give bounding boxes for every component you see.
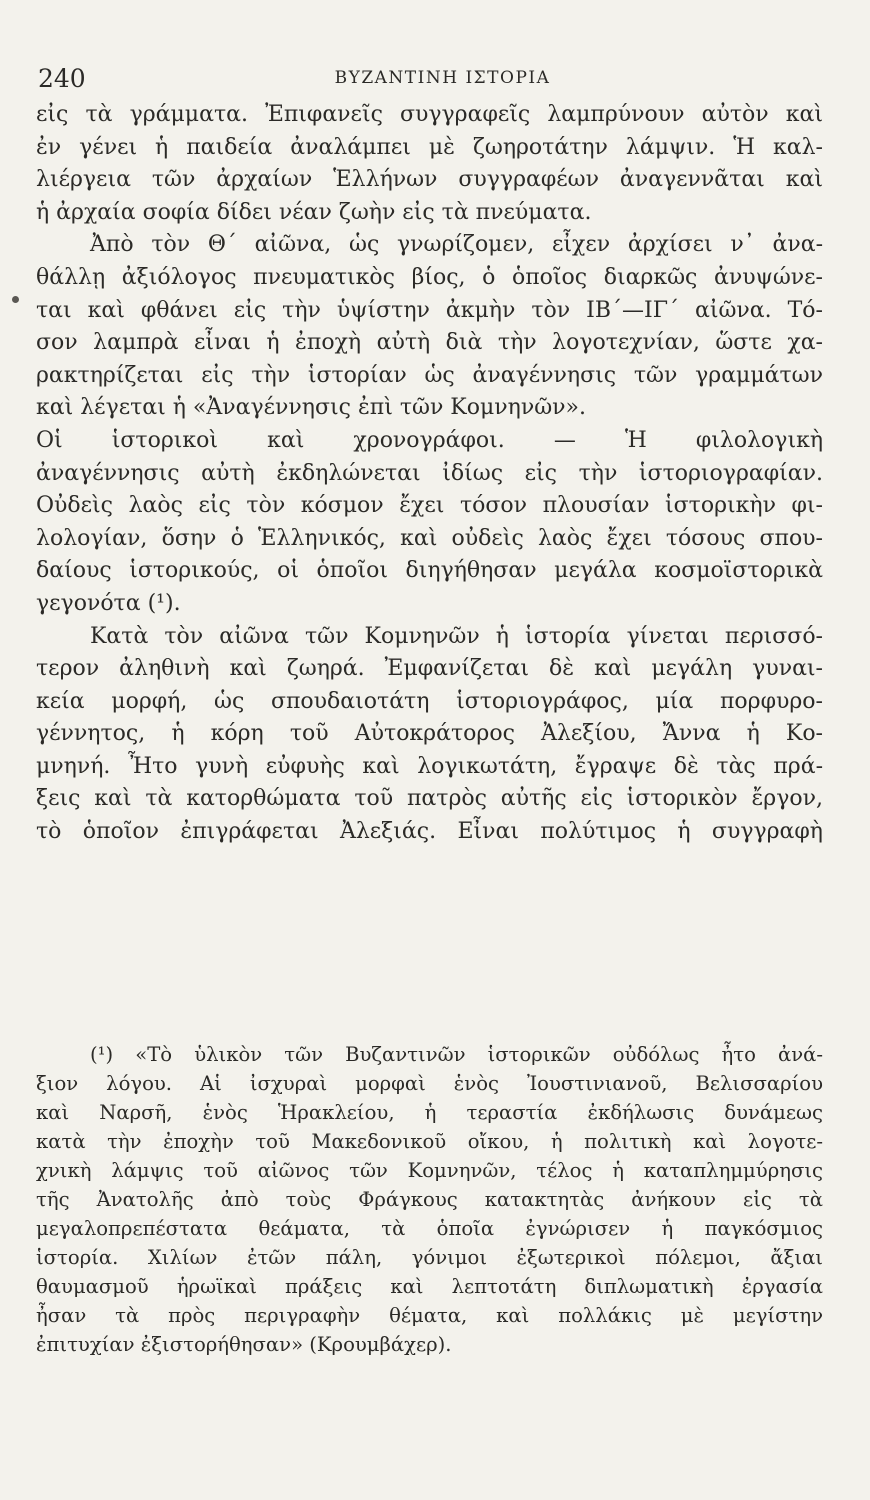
text-line: Οὐδεὶς λαὸς εἰς τὸν κόσμον ἔχει τόσον πλουσίαν ἱστορικὴν φι-: [36, 493, 823, 519]
text-line: Κατὰ τὸν αἰῶνα τῶν Κομνηνῶν ἡ ἱστορία γίνεται περισσό-: [90, 623, 823, 649]
text-line: ἐν γένει ἡ παιδεία ἀναλάμπει μὲ ζωηροτάτην λάμψιν. Ἡ καλ-: [36, 134, 823, 160]
text-line: τερον ἀληθινὴ καὶ ζωηρά. Ἐμφανίζεται δὲ καὶ μεγάλη γυναι-: [36, 656, 823, 682]
margin-dot: [12, 296, 19, 303]
text-line: ξεις καὶ τὰ κατορθώματα τοῦ πατρὸς αὐτῆς εἰς ἱστορικὸν ἔργον,: [36, 786, 823, 812]
text-line: ρακτηρίζεται εἰς τὴν ἱστορίαν ὡς ἀναγέννησις τῶν γραμμάτων: [36, 362, 823, 388]
text-line: γέννητος, ἡ κόρη τοῦ Αὐτοκράτορος Ἀλεξίου, Ἄννα ἡ Κο-: [36, 721, 823, 747]
text-line: θάλλῃ ἀξιόλογος πνευματικὸς βίος, ὁ ὁποῖος διαρκῶς ἀνυψώνε-: [36, 264, 823, 290]
footnote-line: καὶ Ναρσῆ, ἑνὸς Ἡρακλείου, ἡ τεραστία ἐκδήλωσις δυνάμεως: [36, 1101, 823, 1124]
footnote-line: κατὰ τὴν ἐποχὴν τοῦ Μακεδονικοῦ οἴκου, ἡ πολιτικὴ καὶ λογοτε-: [36, 1130, 823, 1153]
footnote: [36, 1040, 823, 1359]
text-line: καὶ λέγεται ἡ «Ἀναγέννησις ἐπὶ τῶν Κομνηνῶν».: [36, 395, 586, 421]
footnote-line: τῆς Ἀνατολῆς ἀπὸ τοὺς Φράγκους κατακτητὰς ἀνήκουν εἰς τὰ: [36, 1188, 823, 1211]
text-line: ἀναγέννησις αὐτὴ ἐκδηλώνεται ἰδίως εἰς τὴν ἱστοριογραφίαν.: [36, 460, 823, 486]
text-line: ἡ ἀρχαία σοφία δίδει νέαν ζωὴν εἰς τὰ πνεύματα.: [36, 199, 592, 225]
body-text: [36, 99, 823, 849]
footnote-line: μεγαλοπρεπέστατα θεάματα, τὰ ὁποῖα ἐγνώρισεν ἡ παγκόσμιος: [36, 1217, 823, 1240]
footnote-line: χνικὴ λάμψις τοῦ αἰῶνος τῶν Κομνηνῶν, τέλος ἡ καταπλημμύρησις: [36, 1159, 823, 1182]
text-line: δαίους ἱστορικούς, οἱ ὁποῖοι διηγήθησαν μεγάλα κοσμοϊστορικὰ: [36, 558, 823, 584]
text-line: ται καὶ φθάνει εἰς τὴν ὑψίστην ἀκμὴν τὸν ΙΒ΄—ΙΓ΄ αἰῶνα. Τό-: [36, 297, 823, 323]
text-line: γεγονότα (¹).: [36, 590, 181, 616]
text-line: λιέργεια τῶν ἀρχαίων Ἑλλήνων συγγραφέων ἀναγεννᾶται καὶ: [36, 167, 823, 193]
footnote-line: ξιον λόγου. Αἱ ἰσχυραὶ μορφαὶ ἑνὸς Ἰουστινιανοῦ, Βελισσαρίου: [36, 1072, 823, 1095]
running-title: ΒΥΖΑΝΤΙΝΗ ΙΣΤΟΡΙΑ: [334, 68, 551, 88]
text-line: εἰς τὰ γράμματα. Ἐπιφανεῖς συγγραφεῖς λαμπρύνουν αὐτὸν καὶ: [36, 102, 823, 127]
page-number: 240: [38, 64, 86, 93]
footnote-line: θαυμασμοῦ ἡρωϊκαὶ πράξεις καὶ λεπτοτάτη διπλωματικὴ ἐργασία: [36, 1275, 823, 1298]
text-line: μνηνή. Ἦτο γυνὴ εὐφυὴς καὶ λογικωτάτη, ἔγραψε δὲ τὰς πρά-: [36, 753, 823, 779]
footnote-line: ἦσαν τὰ πρὸς περιγραφὴν θέματα, καὶ πολλάκις μὲ μεγίστην: [36, 1304, 823, 1327]
footnote-line: ἐπιτυχίαν ἐξιστορήθησαν» (Κρουμβάχερ).: [36, 1333, 452, 1356]
page-header: [30, 62, 825, 96]
footnote-line: (¹) «Τὸ ὑλικὸν τῶν Βυζαντινῶν ἱστορικῶν οὐδόλως ἦτο ἀνά-: [90, 1043, 823, 1066]
text-line: σον λαμπρὰ εἶναι ἡ ἐποχὴ αὐτὴ διὰ τὴν λογοτεχνίαν, ὥστε χα-: [36, 330, 823, 356]
text-line: λολογίαν, ὅσην ὁ Ἑλληνικός, καὶ οὐδεὶς λαὸς ἔχει τόσους σπου-: [36, 525, 823, 551]
text-line: κεία μορφή, ὡς σπουδαιοτάτη ἱστοριογράφος, μία πορφυρο-: [36, 688, 823, 714]
section-heading-line: Οἱ ἱστορικοὶ καὶ χρονογράφοι. — Ἡ φιλολογικὴ: [36, 427, 823, 453]
text-line: τὸ ὁποῖον ἐπιγράφεται Ἀλεξιάς. Εἶναι πολύτιμος ἡ συγγραφὴ: [36, 819, 823, 845]
footnote-line: ἱστορία. Χιλίων ἐτῶν πάλη, γόνιμοι ἐξωτερικοὶ πόλεμοι, ἄξιαι: [36, 1246, 823, 1269]
text-line: Ἀπὸ τὸν Θ΄ αἰῶνα, ὡς γνωρίζομεν, εἶχεν ἀρχίσει ν᾽ ἀνα-: [90, 232, 823, 258]
